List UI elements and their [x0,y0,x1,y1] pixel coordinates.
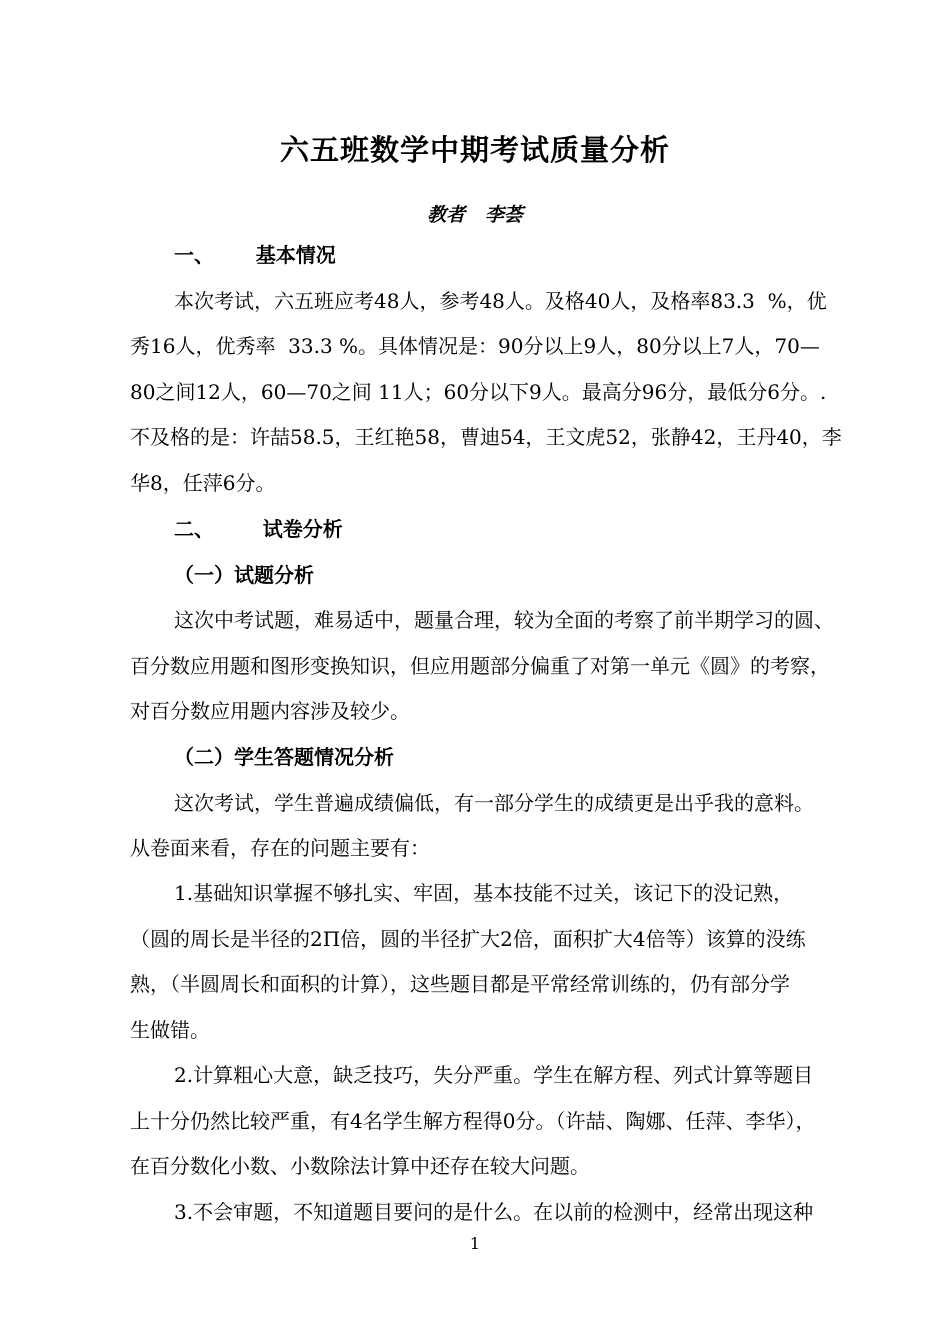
section-heading-basic-situation: 一、 基本情况 [174,243,336,267]
paragraph-line: 这次中考试题，难易适中，题量合理，较为全面的考察了前半期学习的圆、 [174,608,834,632]
subsection-heading-student-answers: （二）学生答题情况分析 [174,745,394,769]
paragraph-line: 生做错。 [130,1018,210,1042]
section-heading-paper-analysis: 二、 试卷分析 [174,517,343,541]
paragraph-line: 秀16人，优秀率 33.3 %。具体情况是：90分以上9人，80分以上7人，70— [130,334,820,358]
paragraph-line: 熟，（半圆周长和面积的计算），这些题目都是平常经常训练的，仍有部分学 [130,972,790,996]
paragraph-line: 80之间12人，60—70之间 11人；60分以下9人。最高分96分，最低分6分。. [130,380,827,404]
paragraph-line: 这次考试，学生普遍成绩偏低，有一部分学生的成绩更是出乎我的意料。 [174,791,814,815]
paragraph-line: 华8，任萍6分。 [130,471,276,495]
paragraph-line: 对百分数应用题内容涉及较少。 [130,699,410,723]
paragraph-line: （圆的周长是半径的2Π倍，圆的半径扩大2倍，面积扩大4倍等）该算的没练 [130,927,806,951]
paragraph-line: 3.不会审题，不知道题目要问的是什么。在以前的检测中，经常出现这种 [174,1200,814,1224]
paragraph-line: 在百分数化小数、小数除法计算中还存在较大问题。 [130,1154,590,1178]
subsection-heading-question-analysis: （一）试题分析 [174,563,314,587]
paragraph-line: 百分数应用题和图形变换知识，但应用题部分偏重了对第一单元《圆》的考察， [130,654,830,678]
paragraph-line: 2.计算粗心大意，缺乏技巧，失分严重。学生在解方程、列式计算等题目 [174,1063,814,1087]
page-number: 1 [469,1234,481,1253]
paragraph-line: 从卷面来看，存在的问题主要有： [130,836,430,860]
paragraph-line: 不及格的是：许喆58.5，王红艳58，曹迪54，王文虎52，张静42，王丹40，李 [130,425,842,449]
paragraph-line: 1.基础知识掌握不够扎实、牢固，基本技能不过关，该记下的没记熟， [174,881,794,905]
paragraph-line: 本次考试，六五班应考48人，参考48人。及格40人，及格率83.3 %，优 [174,289,827,313]
paragraph-line: 上十分仍然比较严重，有4名学生解方程得0分。（许喆、陶娜、任萍、李华）， [130,1109,816,1133]
author-line: 教者 李荟 [427,204,523,226]
document-title: 六五班数学中期考试质量分析 [279,133,670,167]
